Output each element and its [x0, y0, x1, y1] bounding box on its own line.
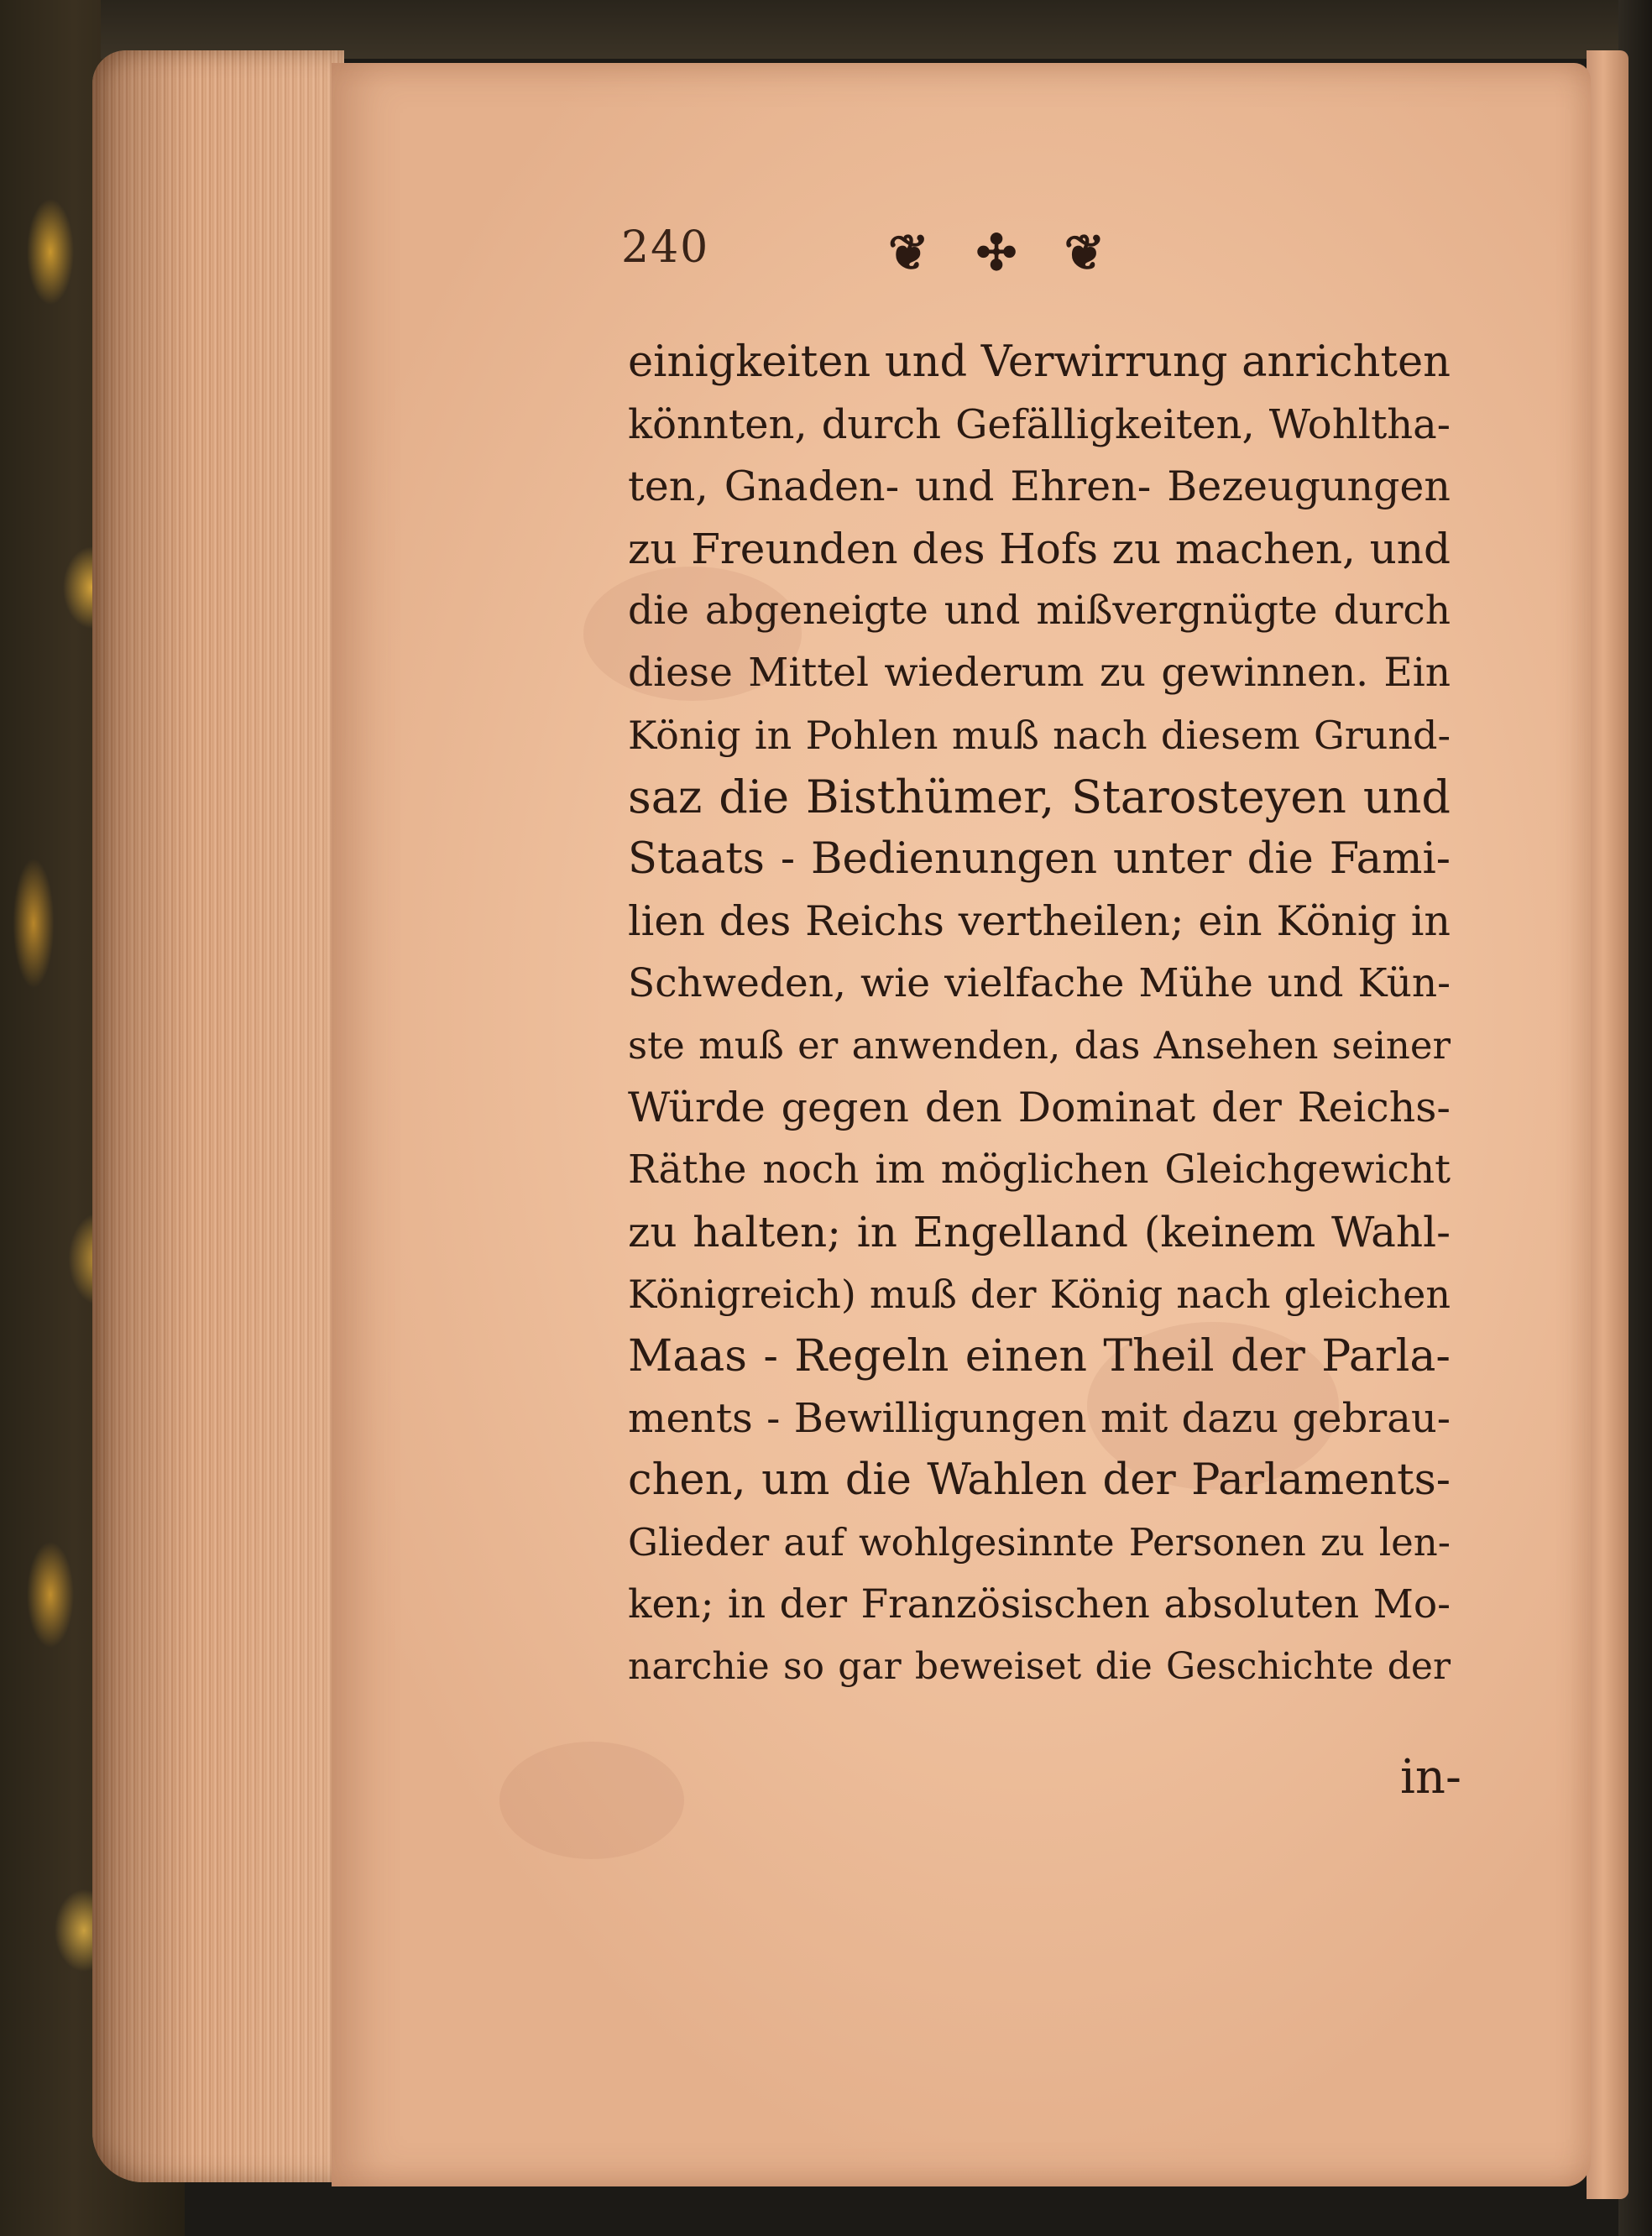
- page-edges: [92, 50, 344, 2182]
- text-line: lien des Reichs vertheilen; ein König in: [628, 897, 1451, 945]
- text-line: zu Freunden des Hofs zu machen, und: [628, 525, 1451, 573]
- page-header: [621, 214, 1461, 290]
- page-number: 240: [621, 222, 710, 273]
- text-line: Würde gegen den Dominat der Reichs-: [628, 1084, 1451, 1131]
- text-line: Königreich) muß der König nach gleichen: [628, 1272, 1451, 1317]
- catchword: in-: [1400, 1750, 1461, 1805]
- paper-stain: [499, 1742, 684, 1859]
- text-line: zu halten; in Engelland (keinem Wahl-: [628, 1208, 1451, 1256]
- text-line: saz die Bisthümer, Starosteyen und: [628, 771, 1451, 823]
- text-line: Staats - Bedienungen unter die Fami-: [628, 834, 1451, 884]
- text-line: chen, um die Wahlen der Parlaments-: [628, 1455, 1451, 1505]
- facing-page-edge: [1587, 50, 1628, 2199]
- header-ornament-icon: ❦ ✣ ❦: [888, 224, 1121, 281]
- text-line: Glieder auf wohlgesinnte Personen zu len-: [628, 1520, 1451, 1565]
- text-line: die abgeneigte und mißvergnügte durch: [628, 588, 1451, 634]
- text-line: Maas - Regeln einen Theil der Parla-: [628, 1331, 1451, 1382]
- text-line: ste muß er anwenden, das Ansehen seiner: [628, 1023, 1451, 1068]
- text-line: König in Pohlen muß nach diesem Grund-: [628, 713, 1451, 758]
- text-line: könnten, durch Gefälligkeiten, Wohltha-: [628, 401, 1451, 448]
- text-line: diese Mittel wiederum zu gewinnen. Ein: [628, 650, 1451, 696]
- text-line: narchie so gar beweiset die Geschichte der: [628, 1645, 1451, 1688]
- text-line: ments - Bewilligungen mit dazu gebrau-: [628, 1395, 1451, 1442]
- text-line: Räthe noch im möglichen Gleichgewicht: [628, 1147, 1451, 1193]
- text-line: ken; in der Französischen absoluten Mo-: [628, 1581, 1451, 1627]
- body-text: [628, 332, 1451, 1698]
- text-line: ten, Gnaden- und Ehren- Bezeugungen: [628, 462, 1451, 510]
- text-line: einigkeiten und Verwirrung anrichten: [628, 337, 1451, 387]
- text-line: Schweden, wie vielfache Mühe und Kün-: [628, 960, 1451, 1006]
